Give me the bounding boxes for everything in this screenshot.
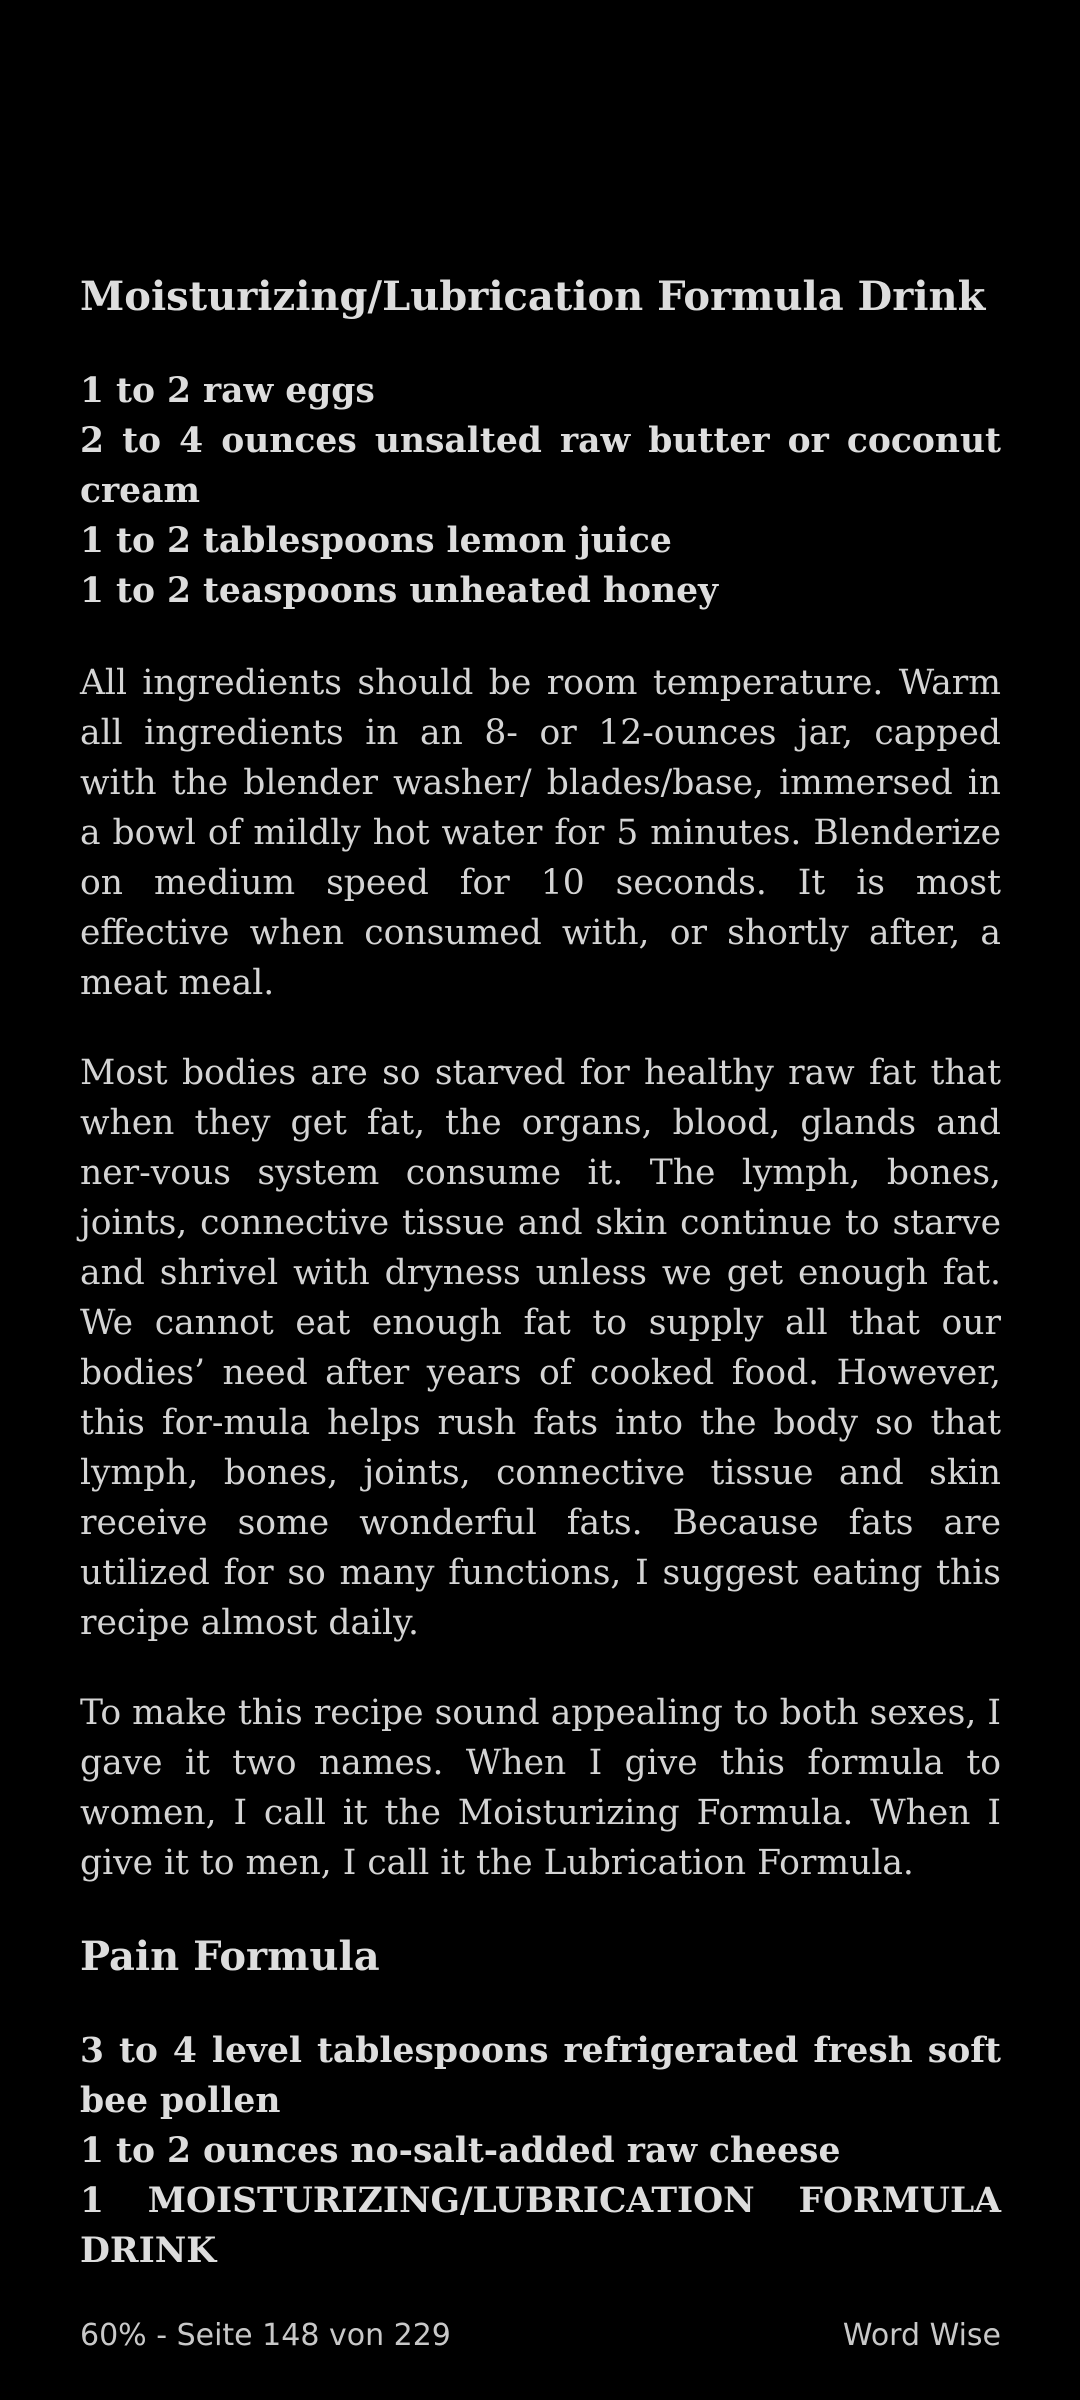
word-wise-button[interactable]: Word Wise (842, 2318, 1001, 2353)
reader-footer (80, 2318, 1001, 2362)
ingredient-item: 3 to 4 level tablespoons refrigerated fresh soft bee pollen (80, 2031, 1001, 2121)
ingredient-item: 1 to 2 tablespoons lemon juice (80, 521, 672, 561)
body-paragraph: To make this recipe sound appealing to both sexes, I gave it two names. When I give this formula to women, I call it the Moisturizing Formula. When I give it to men, I call it the Lubrication Formula. (80, 1693, 1001, 1883)
reading-progress[interactable]: 60% - Seite 148 von 229 (80, 2318, 451, 2353)
ingredient-item: 1 to 2 raw eggs (80, 371, 375, 411)
ingredient-item: 1 to 2 ounces no-salt-added raw cheese (80, 2131, 841, 2171)
reader-page[interactable] (80, 268, 1001, 2318)
ingredient-list-pain (80, 2026, 1001, 2276)
section-title-pain: Pain Formula (80, 1933, 380, 1980)
section-title-moisturizing: Moisturizing/Lubrication Formula Drink (80, 273, 986, 320)
body-paragraph: Most bodies are so starved for healthy raw fat that when they get fat, the organs, blood, glands and ner-vous system consume it. The lymph, bones, joints, connective tissue and skin continue to starve and shrivel with dryness unless we get enough fat. We cannot eat enough fat to supply all that our bodies’ need after years of cooked food. However, this for-mula helps rush fats into the body so that lymph, bones, joints, connective tissue and skin receive some wonderful fats. Because fats are utilized for so many functions, I suggest eating this recipe almost daily. (80, 1053, 1001, 1643)
ingredient-item: 1 MOISTURIZING/LUBRICATION FORMULA DRINK (80, 2181, 1001, 2271)
ingredient-item: 2 to 4 ounces unsalted raw butter or coconut cream (80, 421, 1001, 511)
ingredient-item: 1 to 2 teaspoons unheated honey (80, 571, 719, 611)
ingredient-list-moisturizing (80, 366, 1001, 616)
body-paragraph: All ingredients should be room temperature. Warm all ingredients in an 8- or 12-ounces jar, capped with the blender washer/ blades/base, immersed in a bowl of mildly hot water for 5 minutes. Blenderize on medium speed for 10 seconds. It is most effective when consumed with, or shortly after, a meat meal. (80, 663, 1001, 1003)
